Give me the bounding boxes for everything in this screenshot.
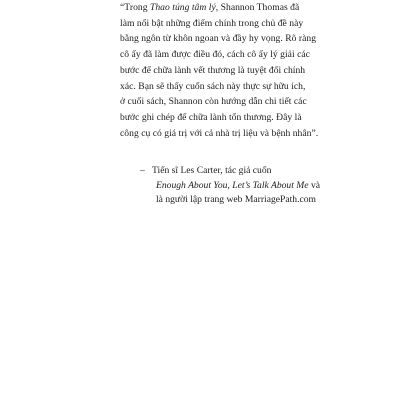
attribution-line-1 — [140, 164, 282, 179]
quote-line: cô ấy đã làm được điều đó, cách cô ấy lý giải các — [120, 49, 310, 61]
quoted-book-title: Thao túng tâm lý — [149, 2, 216, 13]
quote-line: xác. Bạn sẽ thấy cuốn sách này thực sự hữu ích, — [120, 80, 306, 92]
endorsement-attribution — [140, 164, 321, 208]
quote-line: bằng ngôn từ khôn ngoan và đầy hy vọng. Rõ ràng — [120, 33, 317, 45]
attribution-author: Tiến sĩ Les Carter, tác giả cuốn — [152, 165, 272, 176]
quote-line: công cụ có giá trị với cả nhà trị liệu và bệnh nhân”. — [120, 127, 319, 139]
attribution-line-3: là người lập trang web MarriagePath.com — [156, 194, 316, 206]
quote-line: “Trong Thao túng tâm lý, Shannon Thomas đã — [120, 2, 300, 13]
attribution-line-2 — [156, 179, 321, 194]
quote-line: làm nổi bật những điểm chính trong chủ đề này — [120, 17, 304, 29]
attribution-connector: và — [308, 179, 321, 191]
quote-line: ở cuối sách, Shannon còn hướng dẫn chi tiết các — [120, 96, 307, 108]
quote-line: bước ghi chép để chữa lành tổn thương. Đây là — [120, 111, 302, 123]
quote-line: bước để chữa lành vết thương là tuyệt đối chính — [120, 64, 306, 76]
attribution-book-title: Enough About You, Let’s Talk About Me — [156, 179, 309, 191]
attribution-dash: – — [140, 165, 145, 176]
endorsement-quote — [120, 0, 319, 141]
